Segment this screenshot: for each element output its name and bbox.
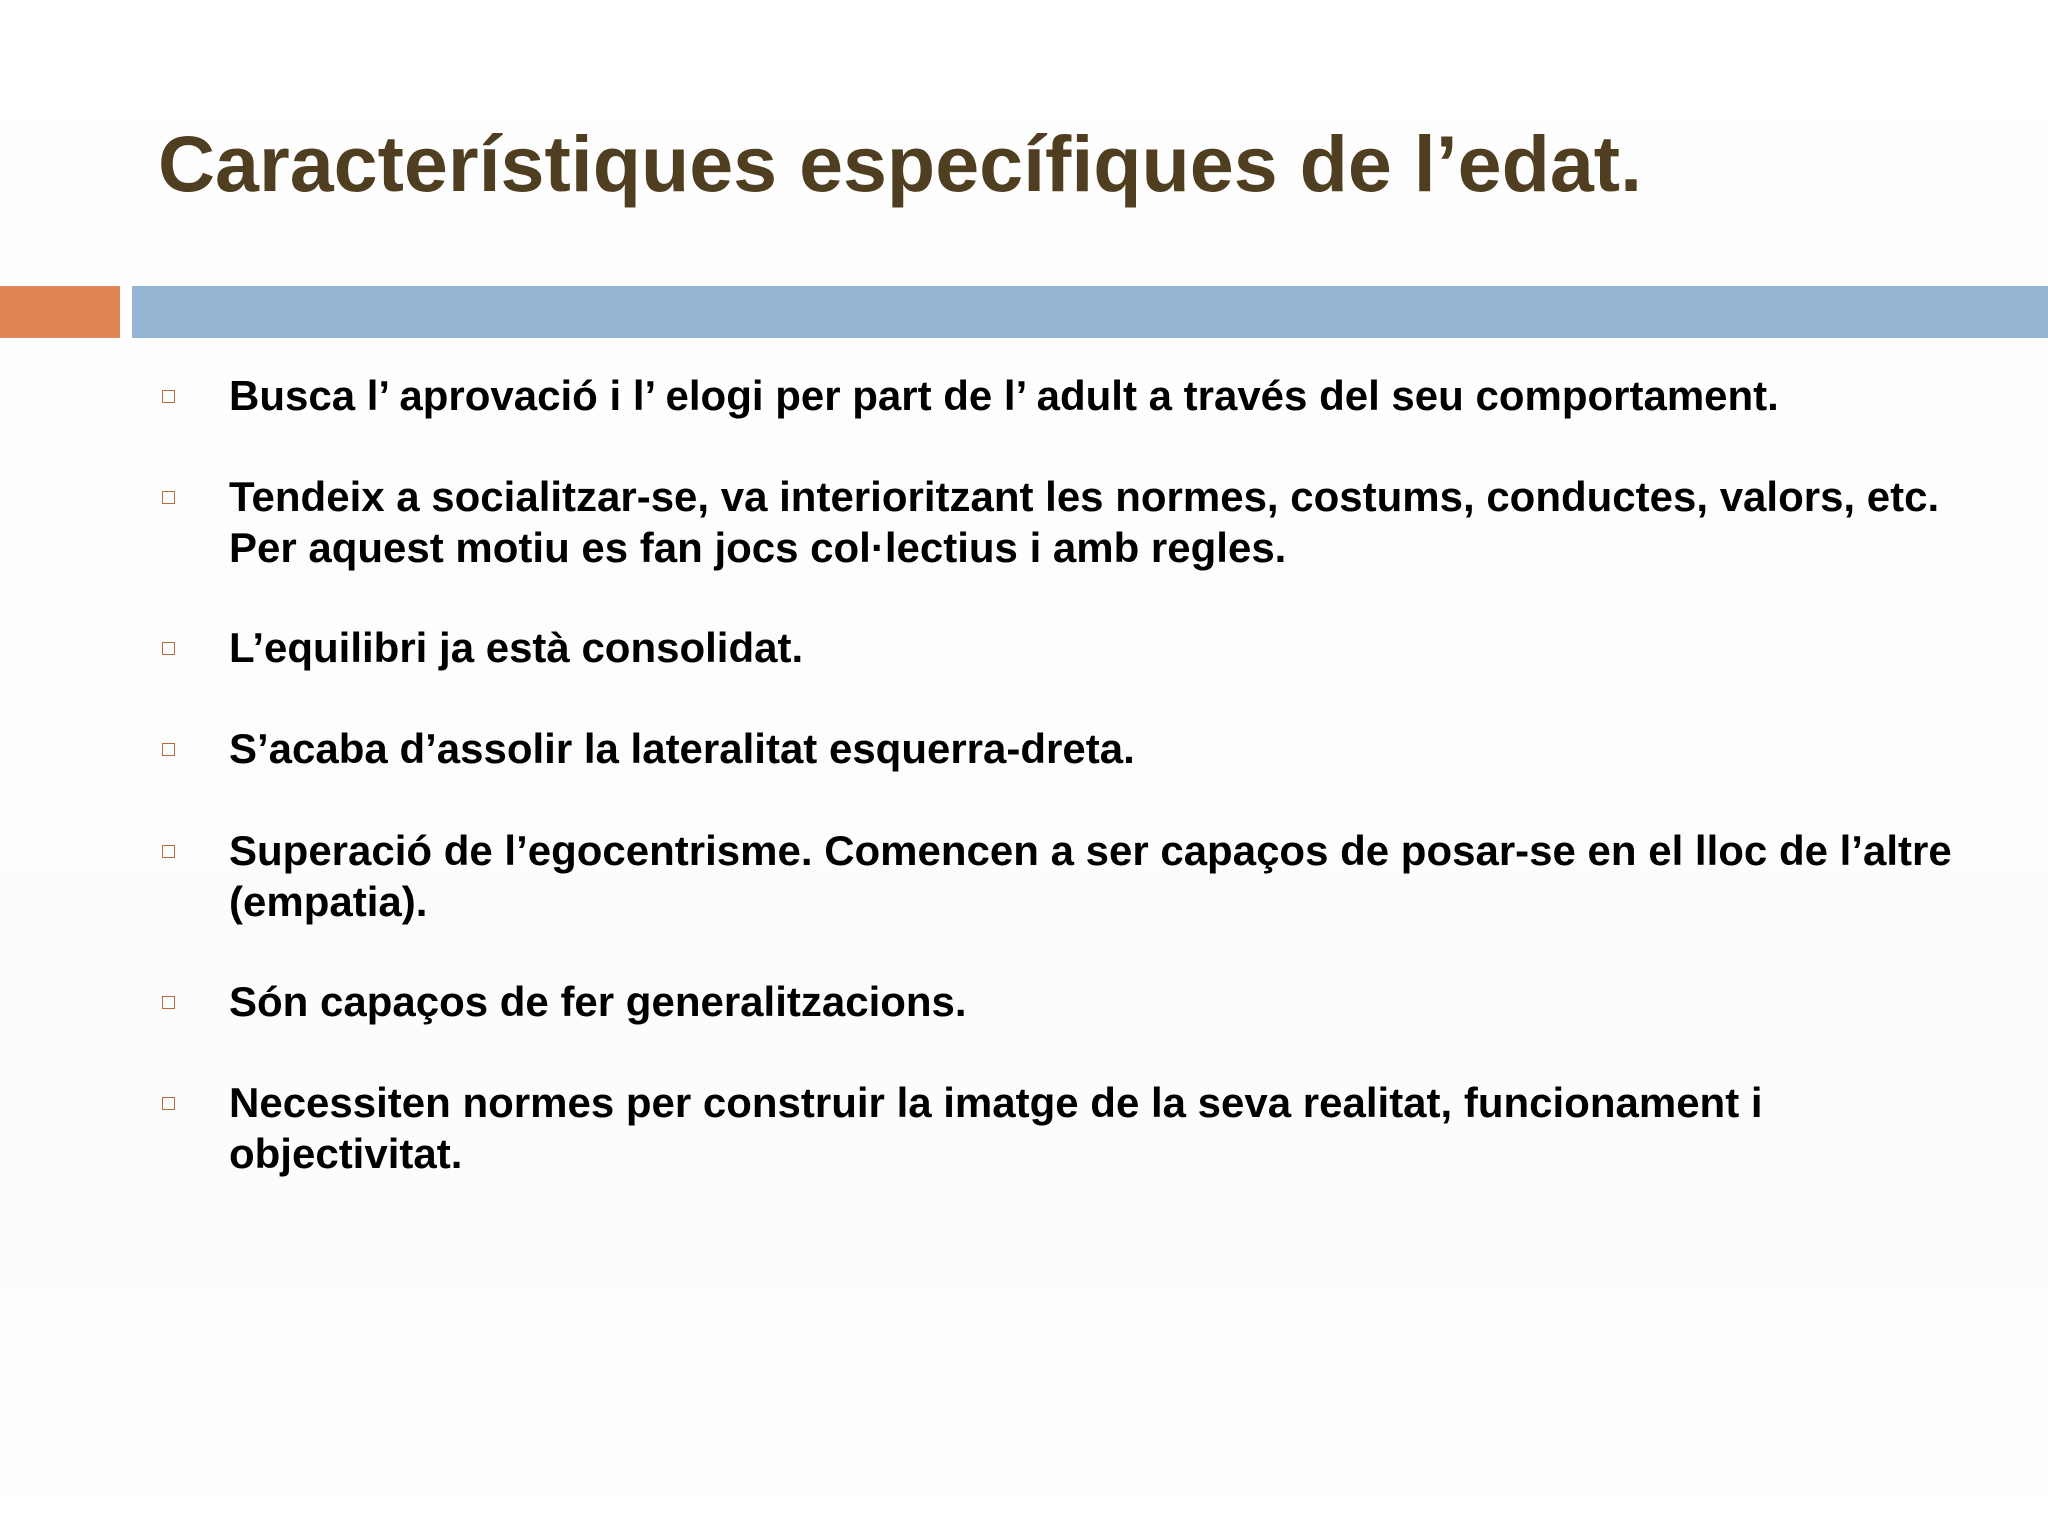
square-outline-icon	[162, 642, 175, 655]
bullet-text: Són capaços de fer generalitzacions.	[229, 978, 967, 1025]
slide-title: Característiques específiques de l’edat.	[158, 119, 1643, 208]
square-outline-icon	[162, 845, 175, 858]
bullet-text: L’equilibri ja està consolidat.	[229, 624, 804, 671]
square-outline-icon	[162, 491, 175, 504]
bullet-text: Tendeix a socialitzar-se, va interioritzant les normes, costums, conductes, valors, etc. Per aquest motiu es fan jocs col·lectius i amb regles.	[229, 473, 1940, 571]
bullet-text: Necessiten normes per construir la imatge de la seva realitat, funcionament i objectivitat.	[229, 1079, 1763, 1177]
square-outline-icon	[162, 743, 175, 756]
square-outline-icon	[162, 390, 175, 403]
square-outline-icon	[162, 996, 175, 1009]
bullet-text: Busca l’ aprovació i l’ elogi per part de l’ adult a través del seu comportament.	[229, 372, 1779, 419]
bullet-text: S’acaba d’assolir la lateralitat esquerra-dreta.	[229, 725, 1135, 772]
bullet-text: Superació de l’egocentrisme. Comencen a ser capaços de posar-se en el lloc de l’altre (empatia).	[229, 827, 1952, 925]
square-outline-icon	[162, 1097, 175, 1110]
